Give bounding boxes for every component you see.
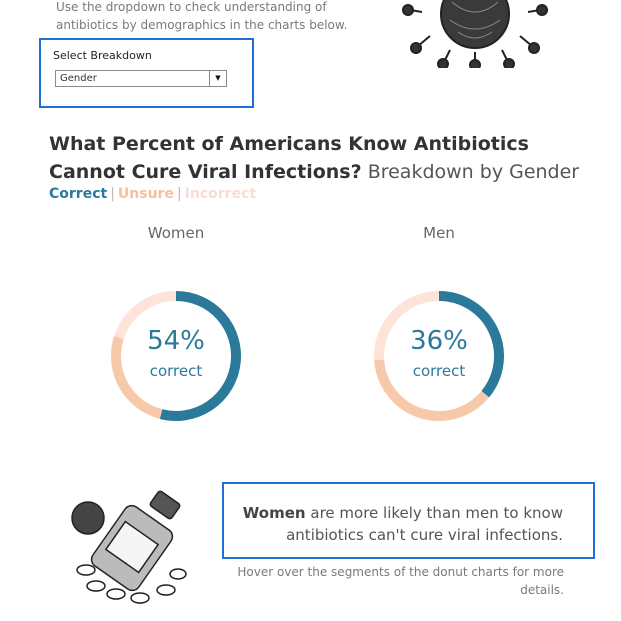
donut-women-caption: correct [149,362,203,380]
hover-note: Hover over the segments of the donut charts for more details. [237,565,564,597]
virus-illustration [402,0,548,68]
donut-men-caption: correct [412,362,466,380]
breakdown-selected-value: Gender [60,73,97,84]
chart-title-sub: Breakdown by Gender [367,161,580,183]
insight-text [233,502,563,546]
breakdown-dropdown[interactable] [55,70,227,87]
triangle-down-icon[interactable]: ▼ [209,71,226,86]
legend-separator: | [176,186,182,202]
donut-men-title: Men [423,224,455,242]
legend-correct: Correct [49,186,108,202]
donut-women-svg [106,286,246,426]
chart-title-main: What Percent of Americans Know Antibiotics Cannot Cure Viral Infections? [49,133,529,183]
insight-rest: are more likely than men to know antibiotics can't cure viral infections. [286,504,563,544]
donut-women-percent: 54% [147,326,205,356]
insight-callout [222,482,595,559]
intro-text [56,0,376,34]
donut-men-percent: 36% [410,326,468,356]
legend-separator: | [110,186,115,202]
donut-women-segment-correct[interactable] [161,296,236,416]
donut-women-title: Women [147,224,205,242]
chart-title [49,130,609,186]
legend-unsure: Unsure [117,186,174,202]
intro-line-2: antibiotics by demographics in the charts below. [56,18,348,32]
legend-incorrect: Incorrect [184,186,257,202]
legend [49,186,256,202]
intro-line-1: Use the dropdown to check understanding of [56,0,327,14]
donut-men [369,286,509,426]
breakdown-selector-panel [39,38,254,108]
donut-women [106,286,246,426]
pill-bottle-illustration [66,490,190,608]
donut-men-svg [369,286,509,426]
insight-strong: Women [242,504,306,522]
breakdown-label: Select Breakdown [53,49,152,62]
